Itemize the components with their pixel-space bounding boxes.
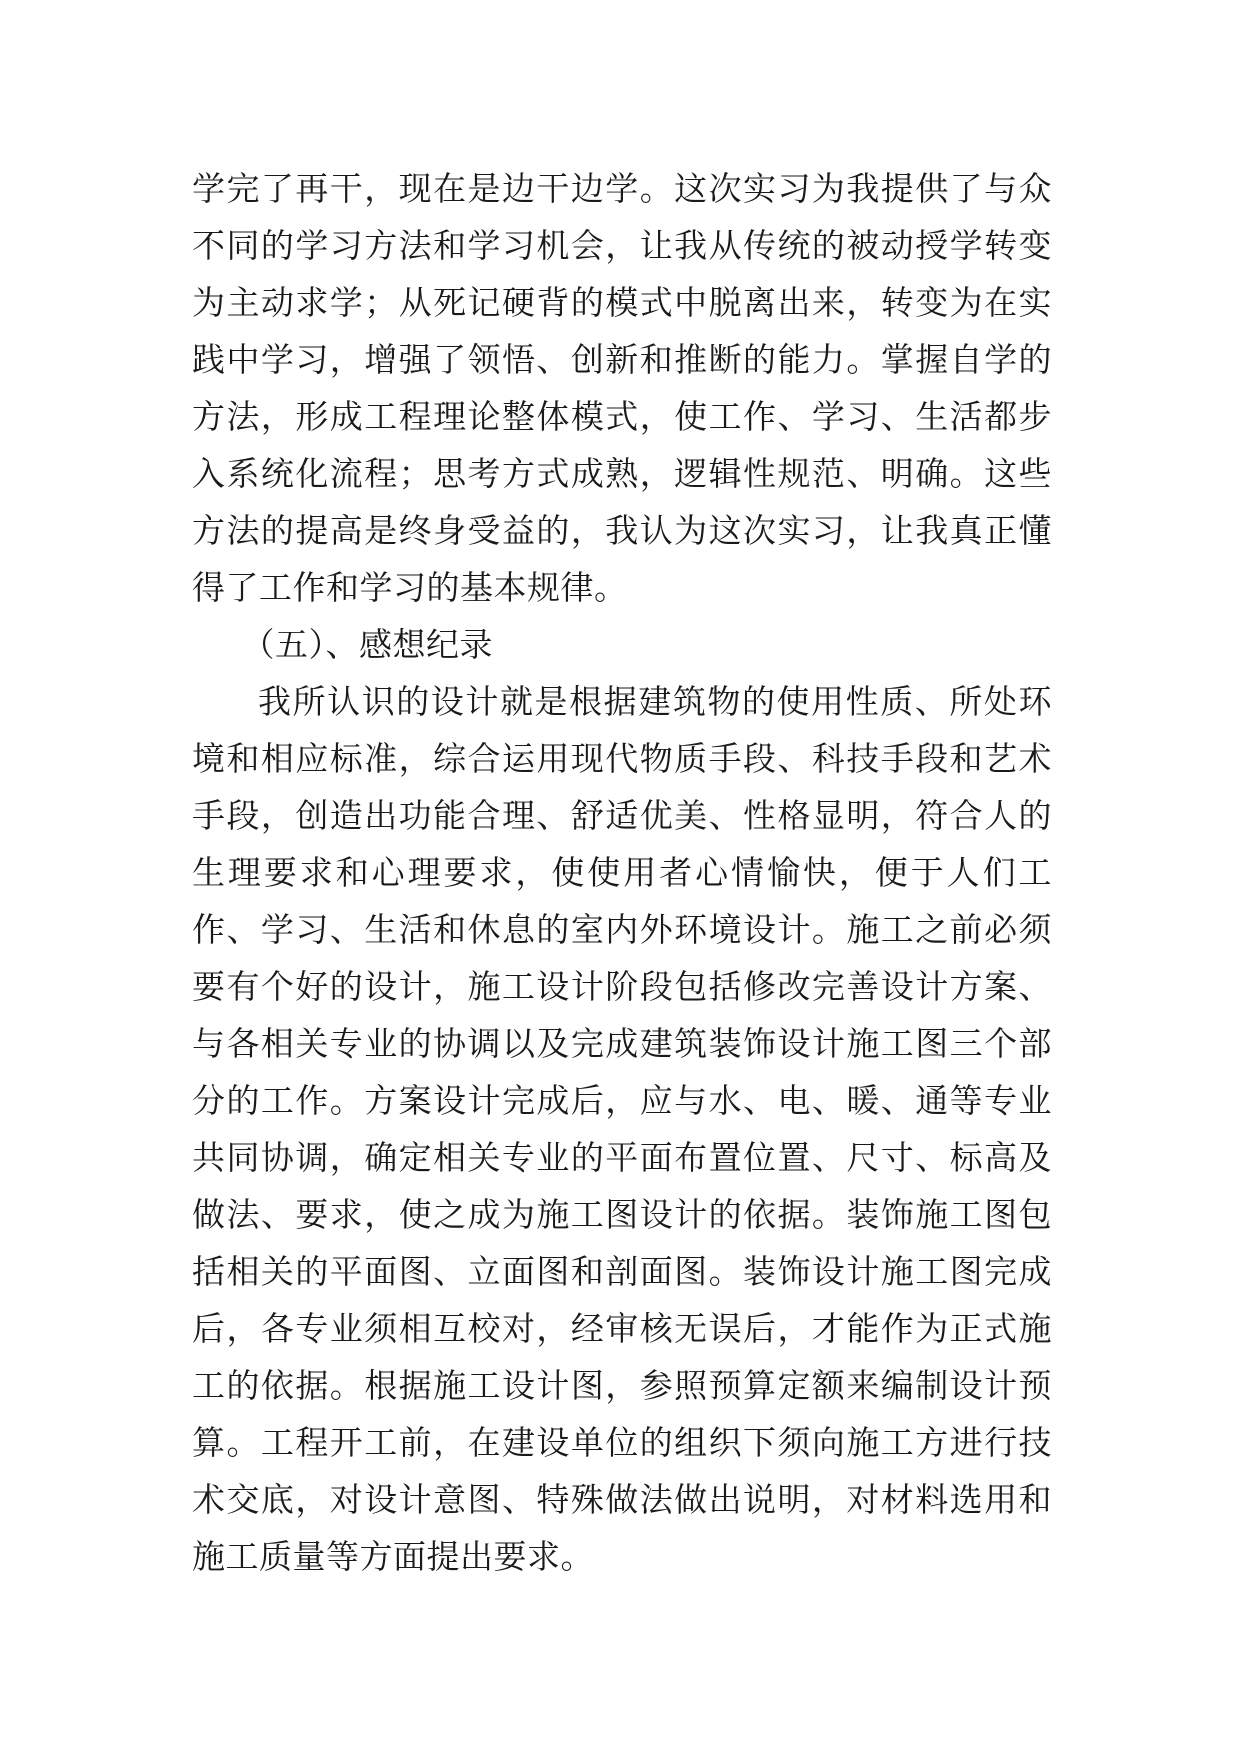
section-heading: （五）、感想纪录 (241, 625, 493, 664)
paragraph-continuation: 学完了再干，现在是边干边学。这次实习为我提供了与众不同的学习方法和学习机会，让我从传统的被动授学转变为主动求学；从死记硬背的模式中脱离出来，转变为在实践中学习，增强了领悟、创新和推断的能力。掌握自学的方法，形成工程理论整体模式，使工作、学习、生活都步入系统化流程；思考方式成熟，逻辑性规范、明确。这些方法的提高是终身受益的，我认为这次实习，让我真正懂得了工作和学习的基本规律。 (192, 169, 1052, 607)
document-body (192, 160, 1052, 1585)
paragraph-body: 我所认识的设计就是根据建筑物的使用性质、所处环境和相应标准，综合运用现代物质手段、科技手段和艺术手段，创造出功能合理、舒适优美、性格显明，符合人的生理要求和心理要求，使使用者心情愉快，便于人们工作、学习、生活和休息的室内外环境设计。施工之前必须要有个好的设计，施工设计阶段包括修改完善设计方案、与各相关专业的协调以及完成建筑装饰设计施工图三个部分的工作。方案设计完成后，应与水、电、暖、通等专业共同协调，确定相关专业的平面布置位置、尺寸、标高及做法、要求，使之成为施工图设计的依据。装饰施工图包括相关的平面图、立面图和剖面图。装饰设计施工图完成后，各专业须相互校对，经审核无误后，才能作为正式施工的依据。根据施工设计图，参照预算定额来编制设计预算。工程开工前，在建设单位的组织下须向施工方进行技术交底，对设计意图、特殊做法做出说明，对材料选用和施工质量等方面提出要求。 (192, 682, 1052, 1576)
